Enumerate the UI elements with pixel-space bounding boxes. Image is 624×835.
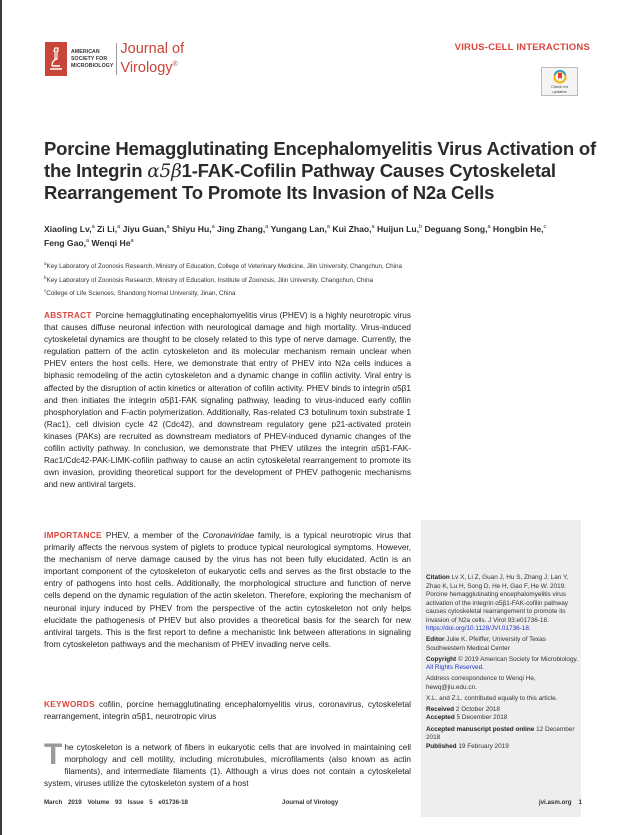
author-list (44, 221, 609, 249)
accepted-label: Accepted (426, 714, 455, 722)
author-affiliation-mark: a (91, 224, 95, 230)
author-name: Zi Li, (97, 223, 118, 234)
footer-journal: Journal of Virology (282, 799, 339, 806)
keywords-text: cofilin, porcine hemagglutinating encephalomyelitis virus, coronavirus, cytoskeletal rearrangement, integrin α5β1, neurotropic virus (44, 700, 411, 722)
author (217, 224, 268, 234)
abstract-section (44, 310, 411, 491)
publisher-line: MICROBIOLOGY (71, 62, 114, 69)
author-name: Kui Zhao, (332, 223, 372, 234)
author-affiliation-mark: a (211, 224, 215, 230)
author-affiliation-mark: a (487, 224, 491, 230)
author-name: Jiyu Guan, (122, 223, 167, 234)
importance-text: family, is a typical neurotropic virus that primarily affects the nervous system of piglets to produce typical neurological symptoms. However, the mechanism of nerve damage caused by the virus has not been fully elucidated. Actin is an important component of the cytoskeleton of eukaryotic cells and serves as the first obstacle to the entry of pathogens into host cells. Additionally, the morphological structure and function of nerve cells depend on the dynamic regulation of the actin skeleton. Therefore, exploring the mechanism of neuronal injury induced by PHEV from the perspective of the actin cytoskeleton not only helps elucidate the pathogenesis of PHEV but also provides a theoretical basis for the search for new antiviral targets. This is the first report to define a mechanistic link between alterations in signaling from cytoskeleton pathways and the mechanism of PHEV invading nerve cells. (44, 531, 411, 649)
title-greek: α5β (147, 160, 182, 182)
footer-issue: Issue 5 (127, 799, 153, 806)
author-name: Huijun Lu, (376, 223, 419, 234)
received-label: Received (426, 705, 455, 713)
rights-link[interactable]: All Rights Reserved. (426, 664, 484, 672)
received-date: 2 October 2018 (455, 705, 500, 713)
author (424, 224, 490, 234)
author-name: Wenqi He (91, 237, 131, 248)
author-affiliation-mark: a (265, 224, 269, 230)
doi-link[interactable]: https://doi.org/10.1128/JVI.01736-18. (426, 625, 531, 632)
drop-cap: T (44, 738, 63, 771)
affiliation-text: College of Life Sciences, Shandong Normal University, Jinan, China (46, 290, 236, 298)
affiliation (44, 273, 609, 287)
title-text: Porcine Hemagglutinating Encephalomyelitis Virus Activation of the Integrin (44, 138, 596, 181)
accepted (426, 714, 578, 723)
abstract-text: Porcine hemagglutinating encephalomyelitis virus (PHEV) is a highly neurotropic virus that causes diffuse neuronal infection with neurological damage and high mortality. Virus-induced cytoskeletal dynamics are thought to be closely related to this type of nerve damage. Currently, the regulation pattern of the actin cytoskeleton and its molecular mechanism remain unclear when PHEV enters the host cells. Here, we demonstrate that entry of PHEV into N2a cells induces a biphasic remodeling of the actin cytoskeleton and a dynamic change in cofilin activity. Viral entry is affected by the disruption of actin kinetics or alteration of cofilin activity. PHEV binds to integrin α5β1 and then initiates the integrin α5β1-FAK signaling pathway, leading to virus-induced early cofilin phosphorylation and F-actin polymerization. Additionally, Ras-related C3 botulinum toxin substrate 1 (Rac1), cell division cycle 42 (Cdc42), and downstream regulatory gene p21-activated protein kinases (PAKs) are recruited as downstream mediators of PHEV-induced dynamic changes of the cofilin activity pathway. In conclusion, we demonstrate that PHEV utilizes the integrin α5β1-FAK-Rac1/Cdc42-PAK-LIMK-cofilin pathway to cause an actin cytoskeletal rearrangement to promote its own invasion, providing theoretical support for the development of PHEV pathogenic mechanisms and new antiviral targets. (44, 311, 411, 490)
footer-article-id: e01736-18 (158, 799, 188, 806)
affiliation (44, 286, 609, 300)
citation-label: Citation (426, 574, 450, 581)
keywords-section (44, 699, 411, 723)
check-updates-label (551, 85, 568, 94)
author (493, 224, 546, 234)
author (97, 224, 120, 234)
received (426, 706, 578, 715)
publisher-line: AMERICAN (71, 48, 100, 55)
publisher-line: SOCIETY FOR (71, 55, 108, 62)
journal-line2: Virology (120, 59, 173, 76)
author (44, 238, 89, 248)
affiliation-list (44, 259, 609, 300)
page-edge (0, 0, 2, 835)
author (91, 238, 133, 248)
author-name: Yungang Lan, (270, 223, 327, 234)
author-affiliation-mark: b (418, 224, 423, 230)
check-for-updates-button[interactable] (541, 67, 578, 96)
citation-text: Lv X, Li Z, Guan J, Hu S, Zhang J, Lan Y, Zhao K, Lu H, Song D, He H, Gao F, He W. 2019. Porcine hemagglutinating encephalomyelitis virus activation of the integrin α5β1-FAK-cofilin pathway causes cytoskeletal rearrangement to promote its invasion of N2a cells. J Virol 93:e01736-18. (426, 574, 569, 624)
manuscript-posted (426, 726, 578, 743)
journal-line1: Journal of (120, 41, 185, 58)
published-label: Published (426, 742, 457, 750)
affiliation-mark: a (44, 261, 47, 266)
manuscript-date: 12 December 2018 (426, 725, 575, 742)
logo-divider (116, 43, 117, 75)
importance-section (44, 530, 411, 651)
registered-mark: ® (172, 61, 178, 69)
footer-date: March 2019 (44, 799, 82, 806)
author (44, 224, 95, 234)
author-name: Hongbin He, (492, 223, 544, 234)
correspondence: Address correspondence to Wenqi He, hewq@jlu.edu.cn. (426, 675, 536, 691)
section-label: VIRUS-CELL INTERACTIONS (454, 42, 590, 53)
affiliation-mark: c (44, 288, 47, 294)
footer-issue-info (44, 799, 188, 806)
affiliation-mark: b (44, 274, 47, 280)
editor (426, 636, 578, 653)
author-name: Jing Zhang, (217, 223, 266, 234)
article-metadata (426, 574, 578, 754)
author-affiliation-mark: c (543, 224, 547, 230)
importance-label: IMPORTANCE (44, 531, 102, 540)
published-date: 19 February 2019 (458, 742, 509, 750)
footer-site-link[interactable]: jvi.asm.org (538, 799, 572, 806)
keywords-label: KEYWORDS (44, 700, 95, 709)
check-updates-line2: updates (552, 88, 567, 94)
affiliation-text: Key Laboratory of Zoonosis Research, Ministry of Education, College of Veterinary Medicine, Jilin University, Changchun, China (46, 263, 402, 271)
equal-contribution: X.L. and Z.L. contributed equally to this article. (426, 694, 558, 702)
author-affiliation-mark: a (371, 224, 375, 230)
importance-text: PHEV, a member of the (105, 531, 203, 540)
abstract-label: ABSTRACT (44, 311, 92, 320)
author-affiliation-mark: a (166, 224, 170, 230)
importance-italic: Coronaviridae (202, 531, 254, 540)
footer-site (539, 799, 582, 806)
author (332, 224, 374, 234)
author-affiliation-mark: a (117, 224, 121, 230)
editor-label: Editor (426, 636, 445, 644)
accepted-date: 5 December 2018 (456, 714, 508, 722)
journal-name (120, 42, 184, 76)
check-updates-line1: Check for (550, 84, 569, 89)
footer-volume: Volume 93 (87, 799, 122, 806)
author-affiliation-mark: a (86, 237, 90, 244)
editor-text: Julie K. Pfeiffer, University of Texas Southwestern Medical Center (426, 636, 546, 652)
author-name: Xiaoling Lv, (44, 223, 92, 234)
affiliation (44, 259, 609, 273)
author (172, 224, 215, 234)
article-title (44, 138, 604, 204)
manuscript-label: Accepted manuscript posted online (426, 725, 535, 733)
author-name: Shiyu Hu, (171, 223, 212, 234)
author (123, 224, 170, 234)
published (426, 743, 578, 752)
author (271, 224, 330, 234)
publisher-name (71, 49, 113, 70)
author-name: Deguang Song, (424, 223, 488, 234)
copyright-text: © 2019 American Society for Microbiology. (457, 655, 578, 663)
title-text: 1-FAK-Cofilin Pathway Causes Cytoskeletal Rearrangement To Promote Its Invasion of N2a Cells (44, 159, 556, 203)
affiliation-text: Key Laboratory of Zoonosis Research, Ministry of Education, Institute of Zoonosis, Jilin University, Changchun, China (46, 276, 373, 284)
author (377, 224, 422, 234)
copyright (426, 656, 578, 673)
author-affiliation-mark: a (326, 224, 330, 230)
crossmark-icon (553, 70, 567, 84)
page-number: 1 (578, 799, 582, 806)
author-name: Feng Gao, (44, 237, 87, 248)
author-affiliation-mark: a (130, 237, 134, 244)
asm-jvi-logo (45, 42, 184, 76)
intro-text: he cytoskeleton is a network of fibers in eukaryotic cells that are involved in maintaining cell morphology and cell motility, including microtubules, microfilaments (also known as actin filaments), and intermediate filaments (1). Although a virus does not contain a cytoskeletal system, viruses utilize the cytoskeleton system of a host (44, 743, 411, 789)
citation (426, 574, 578, 634)
introduction-section (44, 738, 411, 790)
microscope-icon (45, 42, 67, 76)
copyright-label: Copyright (426, 655, 457, 663)
